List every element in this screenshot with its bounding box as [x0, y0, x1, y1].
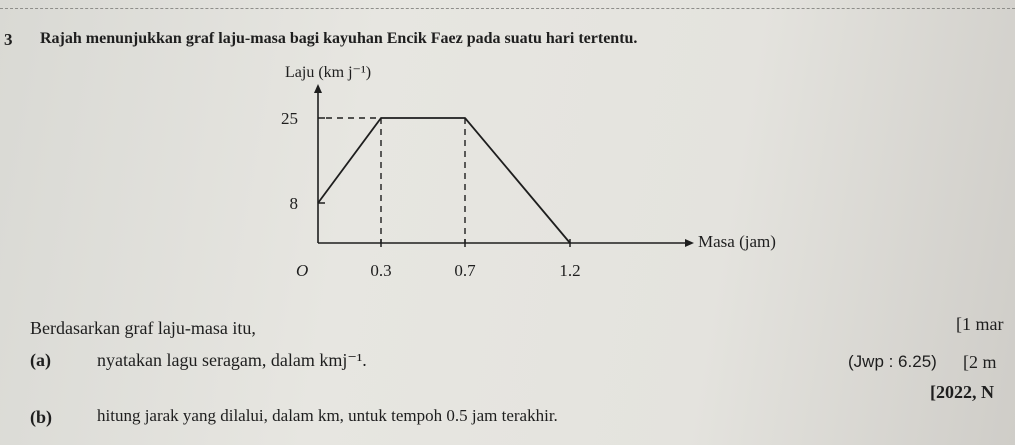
part-b-label: (b): [30, 407, 52, 427]
speed-time-line: [318, 118, 570, 243]
marks-part-b: [2 m: [963, 352, 997, 372]
question-base-text: Berdasarkan graf laju-masa itu,: [30, 318, 256, 338]
x-tick-label-0.3: 0.3: [370, 261, 392, 280]
x-tick-label-1.2: 1.2: [559, 261, 581, 280]
origin-label: O: [296, 261, 309, 280]
y-tick-label-25: 25: [281, 109, 298, 128]
marks-part-a: [1 mar: [956, 314, 1004, 334]
x-tick-label-0.7: 0.7: [454, 261, 476, 280]
x-axis-title: Masa (jam): [698, 232, 776, 251]
source-year: [2022, N: [930, 382, 994, 402]
y-axis-arrow: [314, 84, 322, 93]
part-a-text: nyatakan lagu seragam, dalam kmj⁻¹.: [97, 350, 367, 370]
question-intro: Rajah menunjukkan graf laju-masa bagi kayuhan Encik Faez pada suatu hari tertentu.: [40, 30, 638, 47]
x-axis-arrow: [685, 239, 694, 247]
question-number: 3: [4, 30, 13, 49]
y-axis-title: Laju (km j⁻¹): [285, 64, 372, 81]
part-b-text: hitung jarak yang dilalui, dalam km, untuk tempoh 0.5 jam terakhir.: [97, 406, 558, 425]
part-a-label: (a): [30, 350, 51, 370]
y-tick-label-8: 8: [289, 194, 298, 213]
part-b-answer: (Jwp : 6.25): [848, 352, 937, 371]
